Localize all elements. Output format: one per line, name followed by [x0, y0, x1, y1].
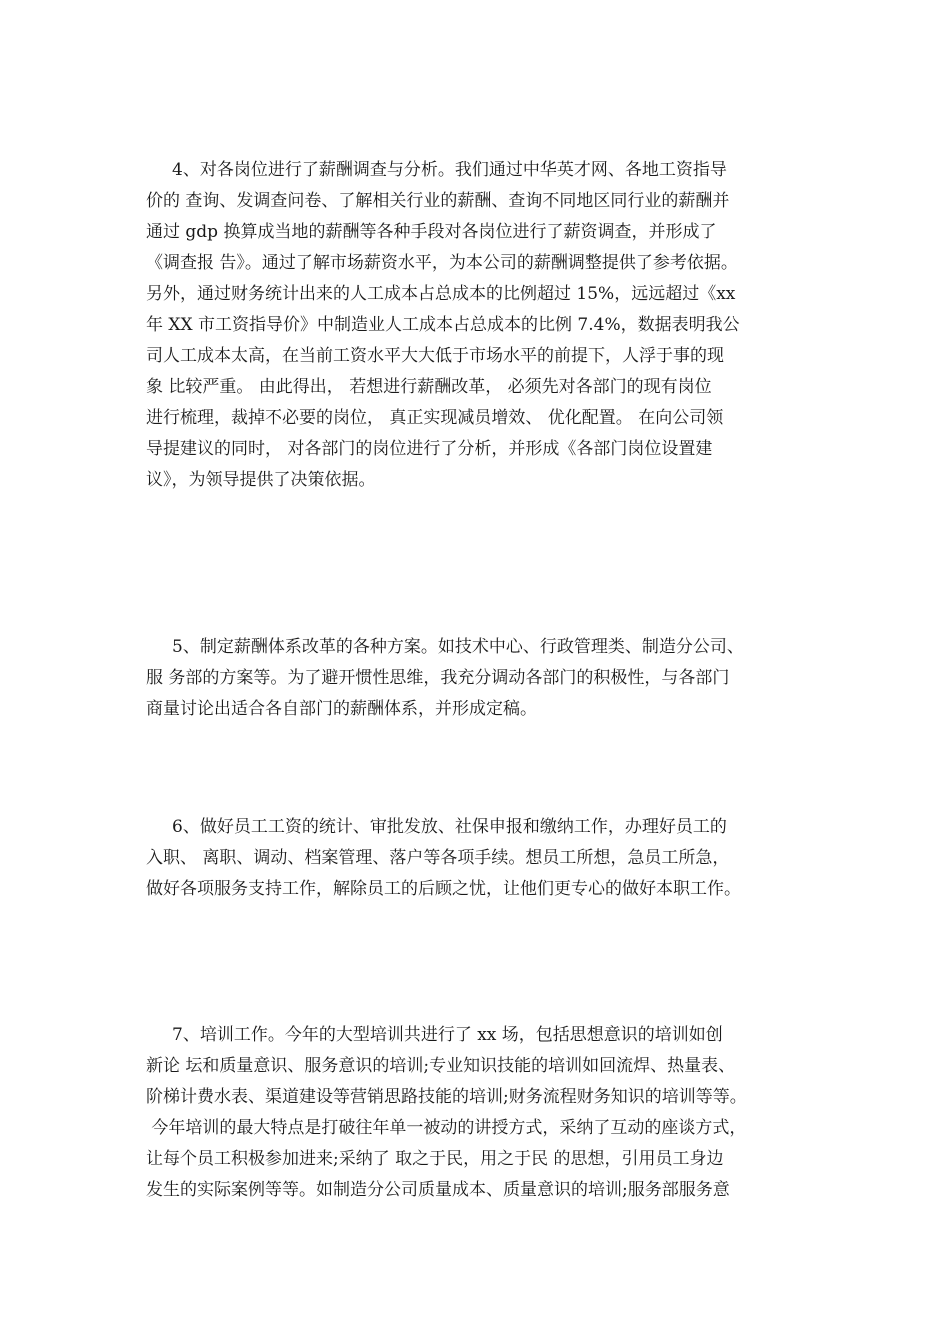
text-line: 司人工成本太高，在当前工资水平大大低于市场水平的前提下，人浮于事的现 [146, 346, 724, 366]
text-line: 象 比较严重。 由此得出， 若想进行薪酬改革， 必须先对各部门的现有岗位 [146, 377, 712, 397]
text-line: 服 务部的方案等。为了避开惯性思维，我充分调动各部门的积极性，与各部门 [146, 668, 730, 688]
text-line: 另外，通过财务统计出来的人工成本占总成本的比例超过 15%，远远超过《xx [146, 284, 736, 304]
text-line: 入职、 离职、调动、档案管理、落户等各项手续。想员工所想，急员工所急， [146, 848, 730, 868]
text-line: 导提建议的同时， 对各部门的岗位进行了分析，并形成《各部门岗位设置建 [146, 439, 713, 459]
text-line: 4、对各岗位进行了薪酬调查与分析。我们通过中华英才网、各地工资指导 [172, 160, 727, 180]
text-line: 进行梳理，裁掉不必要的岗位， 真正实现减员增效、 优化配置。 在向公司领 [146, 408, 724, 428]
text-line: 年 XX 市工资指导价》中制造业人工成本占总成本的比例 7.4%，数据表明我公 [146, 315, 740, 335]
paragraph-salary-reform-plans [146, 632, 826, 725]
text-line: 让每个员工积极参加进来;采纳了 取之于民，用之于民 的思想，引用员工身边 [146, 1149, 724, 1169]
paragraph-payroll-services [146, 812, 826, 905]
text-line: 商量讨论出适合各自部门的薪酬体系，并形成定稿。 [146, 699, 537, 719]
paragraph-training-work [146, 1020, 826, 1206]
text-line: 价的 查询、发调查问卷、了解相关行业的薪酬、查询不同地区同行业的薪酬并 [146, 191, 730, 211]
text-line: 做好各项服务支持工作，解除员工的后顾之忧，让他们更专心的做好本职工作。 [146, 879, 741, 899]
text-line: 议》，为领导提供了决策依据。 [146, 470, 376, 490]
text-line: 6、做好员工工资的统计、审批发放、社保申报和缴纳工作，办理好员工的 [172, 817, 727, 837]
text-line: 今年培训的最大特点是打破往年单一被动的讲授方式，采纳了互动的座谈方式， [146, 1118, 747, 1138]
text-line: 《调查报 告》。通过了解市场薪资水平，为本公司的薪酬调整提供了参考依据。 [146, 253, 738, 273]
text-line: 阶梯计费水表、渠道建设等营销思路技能的培训;财务流程财务知识的培训等等。 [146, 1087, 747, 1107]
text-line: 通过 gdp 换算成当地的薪酬等各种手段对各岗位进行了薪资调查，并形成了 [146, 222, 717, 242]
paragraph-salary-survey [146, 155, 826, 496]
text-line: 7、培训工作。今年的大型培训共进行了 xx 场，包括思想意识的培训如创 [172, 1025, 723, 1045]
text-line: 新论 坛和质量意识、服务意识的培训;专业知识技能的培训如回流焊、热量表、 [146, 1056, 736, 1076]
text-line: 5、制定薪酬体系改革的各种方案。如技术中心、行政管理类、制造分公司、 [172, 637, 744, 657]
text-line: 发生的实际案例等等。如制造分公司质量成本、质量意识的培训;服务部服务意 [146, 1180, 730, 1200]
